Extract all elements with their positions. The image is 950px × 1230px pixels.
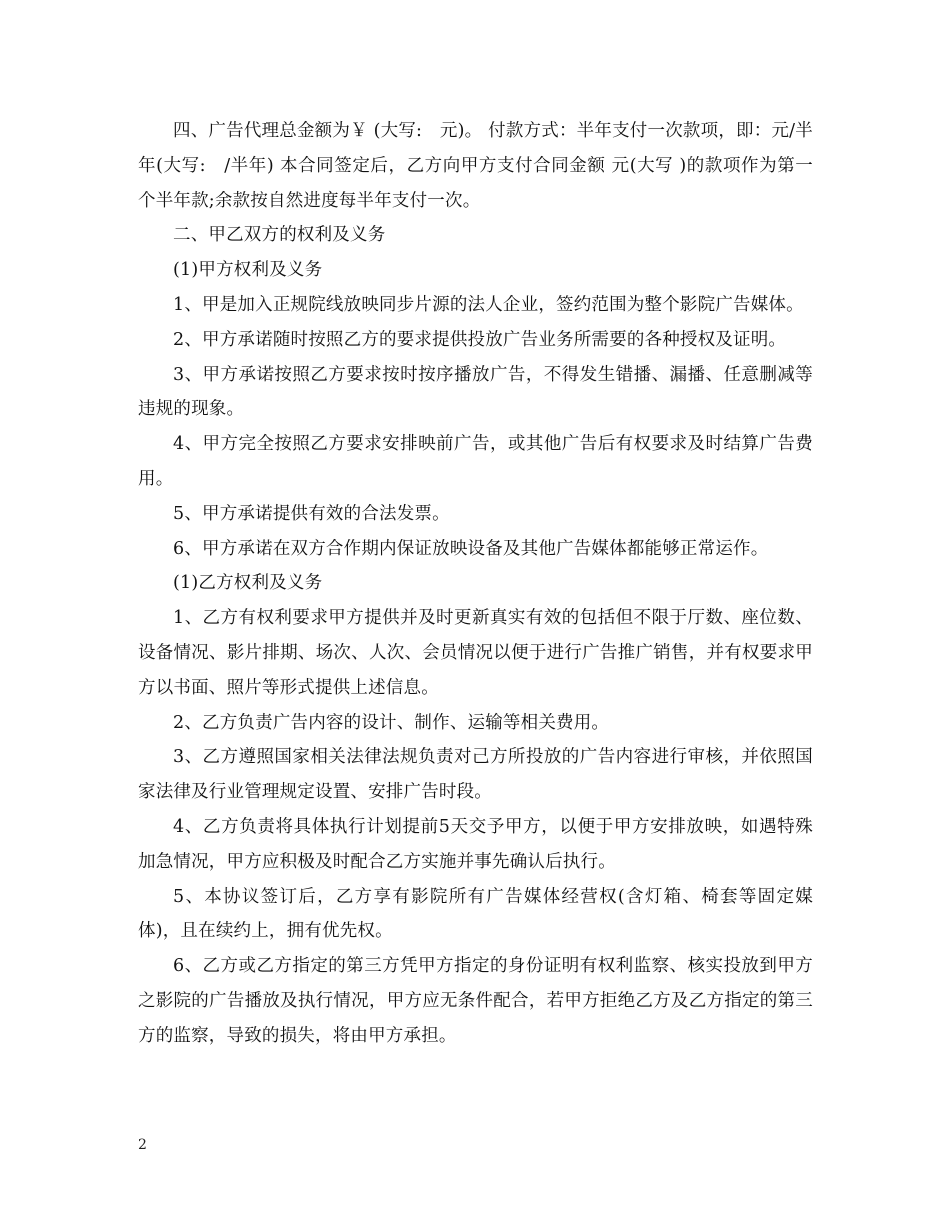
document-body bbox=[138, 114, 813, 1054]
subsection-heading-party-a: (1)甲方权利及义务 bbox=[173, 260, 323, 281]
paragraph-payment-terms: 四、广告代理总金额为￥ (大写: 元)。 付款方式：半年支付一次款项，即：元/半年(大写: /半年) 本合同签定后，乙方向甲方支付合同金额 元(大写 )的款项作为第一个半年款;余款按自然进度每半年支付一次。 bbox=[138, 121, 813, 211]
paragraph-party-a-3: 3、甲方承诺按照乙方要求按时按序播放广告，不得发生错播、漏播、任意删减等违规的现象。 bbox=[138, 364, 813, 420]
paragraph-party-b-2: 2、乙方负责广告内容的设计、制作、运输等相关费用。 bbox=[173, 712, 610, 733]
section-heading-rights-obligations: 二、甲乙双方的权利及义务 bbox=[173, 225, 386, 246]
paragraph-party-a-5: 5、甲方承诺提供有效的合法发票。 bbox=[173, 503, 450, 524]
paragraph-party-b-6: 6、乙方或乙方指定的第三方凭甲方指定的身份证明有权利监察、核实投放到甲方之影院的广告播放及执行情况，甲方应无条件配合，若甲方拒绝乙方及乙方指定的第三方的监察，导致的损失，将由甲方承担。 bbox=[138, 956, 813, 1046]
paragraph-party-b-3: 3、乙方遵照国家相关法律法规负责对己方所投放的广告内容进行审核，并依照国家法律及行业管理规定设置、安排广告时段。 bbox=[138, 747, 813, 803]
paragraph-party-b-1: 1、乙方有权利要求甲方提供并及时更新真实有效的包括但不限于厅数、座位数、设备情况、影片排期、场次、人次、会员情况以便于进行广告推广销售，并有权要求甲方以书面、照片等形式提供上述信息。 bbox=[138, 608, 813, 698]
paragraph-party-a-4: 4、甲方完全按照乙方要求安排映前广告，或其他广告后有权要求及时结算广告费用。 bbox=[138, 434, 813, 489]
paragraph-party-a-2: 2、甲方承诺随时按照乙方的要求提供投放广告业务所需要的各种授权及证明。 bbox=[173, 329, 787, 350]
paragraph-party-a-6: 6、甲方承诺在双方合作期内保证放映设备及其他广告媒体都能够正常运作。 bbox=[173, 538, 769, 559]
page-number: 2 bbox=[138, 1137, 147, 1153]
paragraph-party-b-4: 4、乙方负责将具体执行计划提前5天交予甲方，以便于甲方安排放映，如遇特殊加急情况，甲方应积极及时配合乙方实施并事先确认后执行。 bbox=[138, 816, 813, 872]
subsection-heading-party-b: (1)乙方权利及义务 bbox=[173, 573, 323, 594]
paragraph-party-b-5: 5、本协议签订后，乙方享有影院所有广告媒体经营权(含灯箱、椅套等固定媒体)，且在续约上，拥有优先权。 bbox=[138, 886, 813, 942]
paragraph-party-a-1: 1、甲是加入正规院线放映同步片源的法人企业，签约范围为整个影院广告媒体。 bbox=[173, 294, 804, 315]
